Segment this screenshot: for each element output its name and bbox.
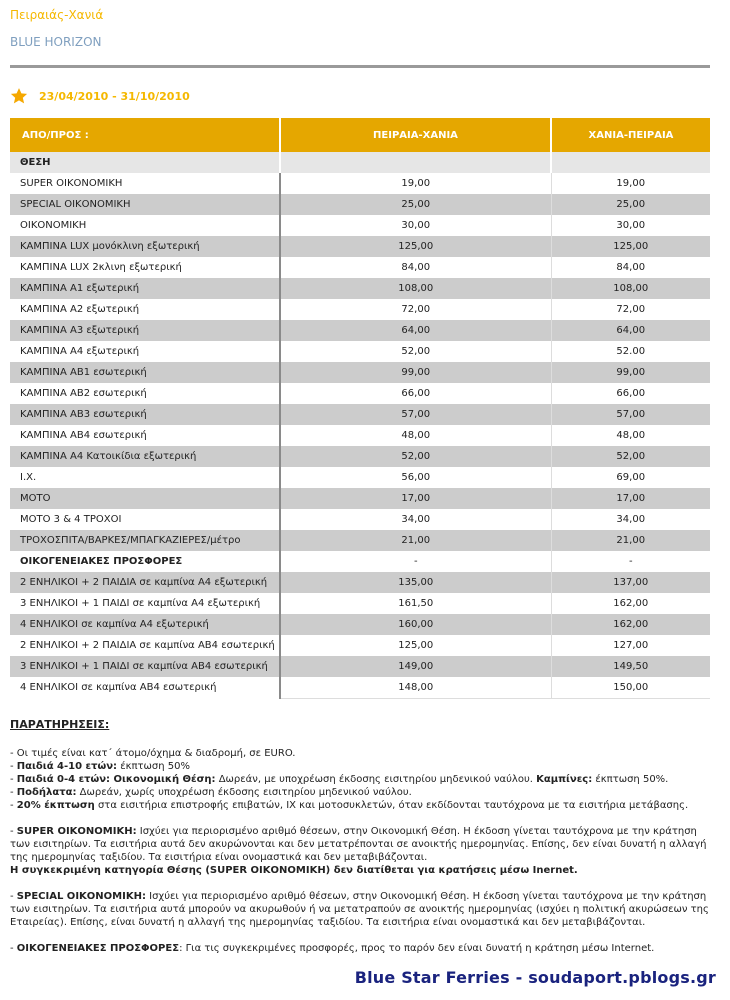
price-piraeus-chania: 17,00 xyxy=(280,488,551,509)
note-super-warning xyxy=(10,864,715,877)
row-label: Ι.Χ. xyxy=(10,467,280,488)
table-row xyxy=(10,404,710,425)
note-text: Ισχύει για περιορισμένο αριθμό θέσεων, στην Οικονομική Θέση. Η έκδοση γίνεται ταυτόχρονα με την κράτηση των εισιτηρίων. Τα εισιτήρια αυτά μπορούν να ακυρωθούν ή να μετατραπούν σε ανοικτής ημερομηνίας (ισχύει η πολιτική ακυρώσεων της Εταιρείας). Επίσης, είναι δυνατή η αλλαγή της ημερομηνίας ταξιδίου. Τα εισιτήρια είναι ονομαστικά και δεν μεταβιβάζονται. xyxy=(10,891,709,928)
notes-section xyxy=(10,718,715,955)
table-row xyxy=(10,320,710,341)
note-bold: Παιδιά 0-4 ετών: Οικονομική Θέση: xyxy=(16,774,216,785)
price-chania-piraeus: 149,50 xyxy=(551,656,710,677)
price-chania-piraeus: 57,00 xyxy=(551,404,710,425)
period-dates: 23/04/2010 - 31/10/2010 xyxy=(39,89,190,103)
table-row xyxy=(10,593,710,614)
note-text: στα εισιτήρια επιστροφής επιβατών, ΙΧ και μοτοσυκλετών, όταν εκδίδονται ταυτόχρονα με τα εισιτήρια μετάβασης. xyxy=(94,800,689,811)
table-row xyxy=(10,152,710,173)
price-piraeus-chania: - xyxy=(280,551,551,572)
table-row xyxy=(10,488,710,509)
row-label: 2 ΕΝΗΛΙΚΟΙ + 2 ΠΑΙΔΙΑ σε καμπίνα Α4 εξωτερική xyxy=(10,572,280,593)
row-label: ΚΑΜΠΙΝΑ LUX 2κλινη εξωτερική xyxy=(10,257,280,278)
note-text: Ισχύει για περιορισμένο αριθμό θέσεων, στην Οικονομική Θέση. Η έκδοση γίνεται ταυτόχρονα με την κράτηση των εισιτηρίων. Τα εισιτήρια αυτά δεν ακυρώνονται και δεν μετατρέπονται σε ανοικτής ημερομηνίας. Επίσης, δεν είναι δυνατή η αλλαγή της ημερομηνίας ταξιδίου. Τα εισιτήρια είναι ονομαστικά και δεν μεταβιβάζονται. xyxy=(10,826,707,863)
price-piraeus-chania: 57,00 xyxy=(280,404,551,425)
row-label: 2 ΕΝΗΛΙΚΟΙ + 2 ΠΑΙΔΙΑ σε καμπίνα ΑΒ4 εσωτερική xyxy=(10,635,280,656)
price-chania-piraeus: 25,00 xyxy=(551,194,710,215)
table-row xyxy=(10,509,710,530)
star-icon xyxy=(10,87,28,105)
column-header-chania-piraeus: ΧΑΝΙΑ-ΠΕΙΡΑΙΑ xyxy=(551,118,710,152)
ship-name: BLUE HORIZON xyxy=(10,35,102,49)
price-chania-piraeus: 52,00 xyxy=(551,446,710,467)
table-row xyxy=(10,677,710,699)
row-label: ΚΑΜΠΙΝΑ Α1 εξωτερική xyxy=(10,278,280,299)
price-piraeus-chania: 84,00 xyxy=(280,257,551,278)
price-chania-piraeus: 48,00 xyxy=(551,425,710,446)
price-piraeus-chania: 30,00 xyxy=(280,215,551,236)
table-row xyxy=(10,551,710,572)
row-label: ΚΑΜΠΙΝΑ Α4 Κατοικίδια εξωτερική xyxy=(10,446,280,467)
table-header-row xyxy=(10,118,710,152)
row-label: ΜΟΤΟ 3 & 4 ΤΡΟΧΟΙ xyxy=(10,509,280,530)
note-text: Δωρεάν, χωρίς υποχρέωση έκδοσης εισιτηρίου μηδενικού ναύλου. xyxy=(76,787,412,798)
row-label: ΤΡΟΧΟΣΠΙΤΑ/ΒΑΡΚΕΣ/ΜΠΑΓΚΑΖΙΕΡΕΣ/μέτρο xyxy=(10,530,280,551)
row-label: ΘΕΣΗ xyxy=(10,152,280,173)
footer-watermark: Blue Star Ferries - soudaport.pblogs.gr xyxy=(354,968,716,987)
price-piraeus-chania xyxy=(280,152,551,173)
row-label: ΚΑΜΠΙΝΑ ΑΒ1 εσωτερική xyxy=(10,362,280,383)
table-row xyxy=(10,257,710,278)
price-piraeus-chania: 21,00 xyxy=(280,530,551,551)
price-chania-piraeus: 150,00 xyxy=(551,677,710,699)
note-dash: - xyxy=(10,774,17,785)
price-piraeus-chania: 52,00 xyxy=(280,341,551,362)
note-dash: - xyxy=(10,826,17,837)
note-bold: Η συγκεκριμένη κατηγορία Θέσης (SUPER ΟΙΚΟΝΟΜΙΚΗ) δεν διατίθεται για κρατήσεις μέσω Inernet. xyxy=(10,865,578,876)
row-label: ΟΙΚΟΝΟΜΙΚΗ xyxy=(10,215,280,236)
price-piraeus-chania: 108,00 xyxy=(280,278,551,299)
price-piraeus-chania: 25,00 xyxy=(280,194,551,215)
price-piraeus-chania: 48,00 xyxy=(280,425,551,446)
row-label: SPECIAL ΟΙΚΟΝΟΜΙΚΗ xyxy=(10,194,280,215)
note-family-offers xyxy=(10,942,715,955)
note-return-discount xyxy=(10,799,715,812)
note-text: Δωρεάν, με υποχρέωση έκδοσης εισιτηρίου μηδενικού ναύλου. xyxy=(215,774,537,785)
table-row xyxy=(10,362,710,383)
price-chania-piraeus xyxy=(551,152,710,173)
row-label: ΟΙΚΟΓΕΝΕΙΑΚΕΣ ΠΡΟΣΦΟΡΕΣ xyxy=(10,551,280,572)
note-dash: - xyxy=(10,943,17,954)
price-chania-piraeus: 30,00 xyxy=(551,215,710,236)
price-piraeus-chania: 135,00 xyxy=(280,572,551,593)
note-special-economy xyxy=(10,890,715,929)
price-chania-piraeus: 162,00 xyxy=(551,614,710,635)
table-row xyxy=(10,614,710,635)
price-chania-piraeus: 17,00 xyxy=(551,488,710,509)
note-children-4-10 xyxy=(10,760,715,773)
price-chania-piraeus: 127,00 xyxy=(551,635,710,656)
table-row xyxy=(10,635,710,656)
price-chania-piraeus: - xyxy=(551,551,710,572)
note-dash: - xyxy=(10,800,17,811)
price-piraeus-chania: 52,00 xyxy=(280,446,551,467)
price-piraeus-chania: 149,00 xyxy=(280,656,551,677)
note-children-0-4 xyxy=(10,773,715,786)
row-label: ΚΑΜΠΙΝΑ ΑΒ2 εσωτερική xyxy=(10,383,280,404)
row-label: 3 ΕΝΗΛΙΚΟΙ + 1 ΠΑΙΔΙ σε καμπίνα ΑΒ4 εσωτερική xyxy=(10,656,280,677)
price-chania-piraeus: 125,00 xyxy=(551,236,710,257)
price-chania-piraeus: 66,00 xyxy=(551,383,710,404)
note-prices: - Οι τιμές είναι κατ΄ άτομο/όχημα & διαδρομή, σε EURO. xyxy=(10,748,296,759)
row-label: 3 ΕΝΗΛΙΚΟΙ + 1 ΠΑΙΔΙ σε καμπίνα Α4 εξωτερική xyxy=(10,593,280,614)
period-row xyxy=(10,87,190,105)
note-text: : Για τις συγκεκριμένες προσφορές, προς το παρόν δεν είναι δυνατή η κράτηση μέσω Internet. xyxy=(179,943,655,954)
price-piraeus-chania: 148,00 xyxy=(280,677,551,699)
note-dash: - xyxy=(10,787,17,798)
route-title: Πειραιάς-Χανιά xyxy=(10,8,104,22)
price-chania-piraeus: 64,00 xyxy=(551,320,710,341)
note-bold: 20% έκπτωση xyxy=(16,800,95,811)
table-row xyxy=(10,194,710,215)
table-row xyxy=(10,236,710,257)
row-label: ΚΑΜΠΙΝΑ ΑΒ3 εσωτερική xyxy=(10,404,280,425)
price-piraeus-chania: 99,00 xyxy=(280,362,551,383)
note-text: έκπτωση 50% xyxy=(117,761,190,772)
price-piraeus-chania: 56,00 xyxy=(280,467,551,488)
row-label: ΚΑΜΠΙΝΑ ΑΒ4 εσωτερική xyxy=(10,425,280,446)
price-chania-piraeus: 162,00 xyxy=(551,593,710,614)
row-label: 4 ΕΝΗΛΙΚΟΙ σε καμπίνα ΑΒ4 εσωτερική xyxy=(10,677,280,699)
table-row xyxy=(10,425,710,446)
column-header-piraeus-chania: ΠΕΙΡΑΙΑ-ΧΑΝΙΑ xyxy=(280,118,551,152)
price-chania-piraeus: 72,00 xyxy=(551,299,710,320)
table-row xyxy=(10,656,710,677)
fares-table xyxy=(10,118,710,699)
note-text: έκπτωση 50%. xyxy=(592,774,669,785)
table-row xyxy=(10,341,710,362)
price-chania-piraeus: 84,00 xyxy=(551,257,710,278)
price-piraeus-chania: 66,00 xyxy=(280,383,551,404)
note-dash: - xyxy=(10,891,17,902)
table-row xyxy=(10,572,710,593)
note-bold: Καμπίνες: xyxy=(536,774,593,785)
price-chania-piraeus: 137,00 xyxy=(551,572,710,593)
row-label: ΚΑΜΠΙΝΑ Α4 εξωτερική xyxy=(10,341,280,362)
row-label: ΜΟΤΟ xyxy=(10,488,280,509)
table-row xyxy=(10,278,710,299)
price-chania-piraeus: 108,00 xyxy=(551,278,710,299)
row-label: ΚΑΜΠΙΝΑ LUX μονόκλινη εξωτερική xyxy=(10,236,280,257)
note-bold: SUPER ΟΙΚΟΝΟΜΙΚΗ: xyxy=(16,826,137,837)
note-bold: SPECIAL ΟΙΚΟΝΟΜΙΚΗ: xyxy=(16,891,146,902)
table-row xyxy=(10,173,710,194)
table-row xyxy=(10,530,710,551)
note-bold: ΟΙΚΟΓΕΝΕΙΑΚΕΣ ΠΡΟΣΦΟΡΕΣ xyxy=(16,943,180,954)
notes-title: ΠΑΡΑΤΗΡΗΣΕΙΣ: xyxy=(10,718,110,731)
price-piraeus-chania: 72,00 xyxy=(280,299,551,320)
note-bicycles xyxy=(10,786,715,799)
table-row xyxy=(10,299,710,320)
row-label: 4 ΕΝΗΛΙΚΟΙ σε καμπίνα Α4 εξωτερική xyxy=(10,614,280,635)
price-piraeus-chania: 64,00 xyxy=(280,320,551,341)
row-label: ΚΑΜΠΙΝΑ Α3 εξωτερική xyxy=(10,320,280,341)
price-chania-piraeus: 99,00 xyxy=(551,362,710,383)
price-piraeus-chania: 19,00 xyxy=(280,173,551,194)
price-piraeus-chania: 161,50 xyxy=(280,593,551,614)
table-row xyxy=(10,467,710,488)
note-super-economy xyxy=(10,825,715,864)
note-dash: - xyxy=(10,761,17,772)
price-chania-piraeus: 19,00 xyxy=(551,173,710,194)
table-row xyxy=(10,446,710,467)
price-piraeus-chania: 160,00 xyxy=(280,614,551,635)
note-bold: Ποδήλατα: xyxy=(16,787,77,798)
row-label: ΚΑΜΠΙΝΑ Α2 εξωτερική xyxy=(10,299,280,320)
price-piraeus-chania: 125,00 xyxy=(280,635,551,656)
divider xyxy=(10,65,710,68)
column-header-from-to: ΑΠΟ/ΠΡΟΣ : xyxy=(10,118,280,152)
price-chania-piraeus: 69,00 xyxy=(551,467,710,488)
price-chania-piraeus: 21,00 xyxy=(551,530,710,551)
price-chania-piraeus: 52.00 xyxy=(551,341,710,362)
table-row xyxy=(10,215,710,236)
table-row xyxy=(10,383,710,404)
price-piraeus-chania: 34,00 xyxy=(280,509,551,530)
row-label: SUPER ΟΙΚΟΝΟΜΙΚΗ xyxy=(10,173,280,194)
note-bold: Παιδιά 4-10 ετών: xyxy=(16,761,118,772)
price-chania-piraeus: 34,00 xyxy=(551,509,710,530)
price-piraeus-chania: 125,00 xyxy=(280,236,551,257)
